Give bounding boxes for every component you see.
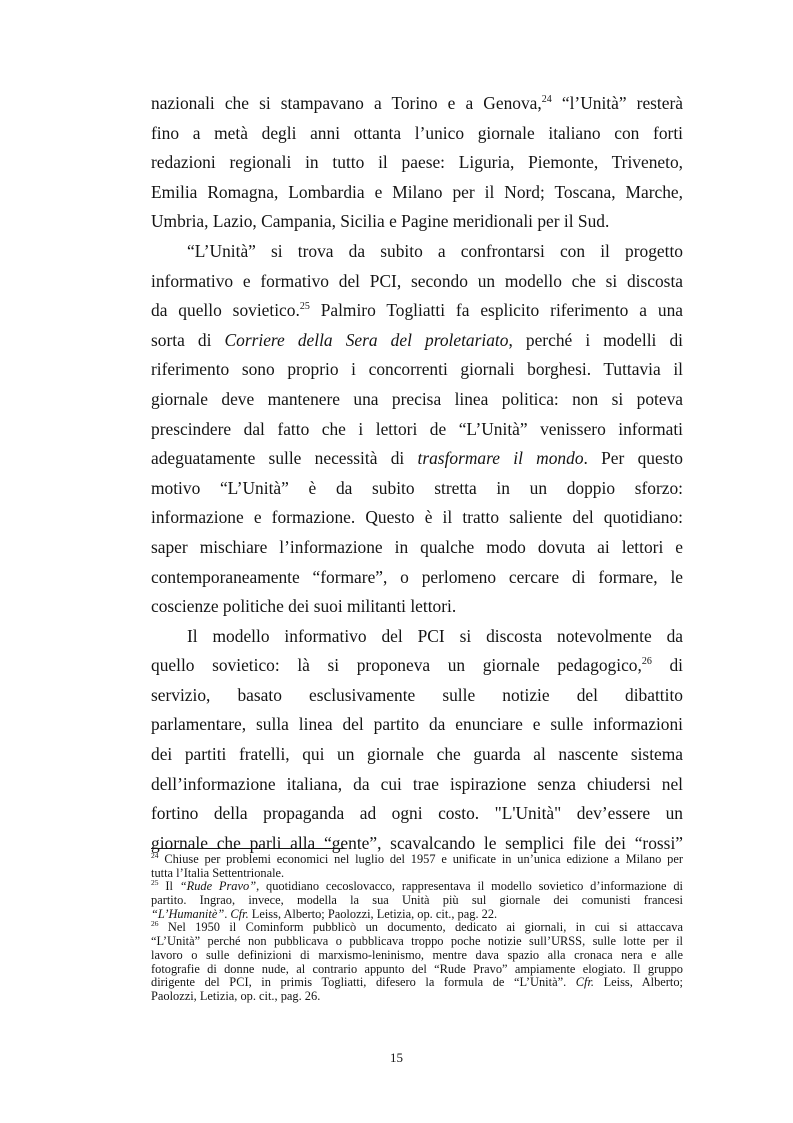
- footnote-ref-24[interactable]: 24: [541, 94, 552, 105]
- text-line: giornale che parli alla “gente”, scavalcando le semplici file dei “rossi”: [151, 832, 683, 853]
- text-line: fino a metà degli anni ottanta l’unico giornale italiano con forti: [151, 122, 683, 143]
- footnote-25: $^{25}$ Il “Rude Pravo”, quotidiano cecoslovacco, rappresentava il modello sovietico d’informazione di: [151, 878, 684, 894]
- footnote-separator: [151, 848, 344, 849]
- text-line: adeguatamente sulle necessità di trasformare il mondo. Per questo: [151, 448, 683, 469]
- text-line: dell’informazione italiana, da cui trae ispirazione senza chiudersi nel: [151, 773, 683, 794]
- footnote-line: partito. Ingrao, invece, modella la sua Unità più sul giornale dei comunisti francesi: [151, 893, 683, 908]
- footnotes: [151, 853, 683, 1004]
- page-number: 15: [390, 1050, 403, 1065]
- body-text: [151, 89, 683, 858]
- footnote-line: lavoro o sulle definizioni di marxismo-leninismo, mentre dava spazio alla cronaca nera e alle: [151, 947, 683, 962]
- text-line: nazionali che si stampavano a Torino e a Genova,$^{24}$ “l’Unità” resterà: [151, 93, 683, 113]
- text-line: Umbria, Lazio, Campania, Sicilia e Pagine meridionali per il Sud.: [151, 211, 610, 232]
- text-line: prescindere dal fatto che i lettori de “L’Unità” venissero informati: [151, 418, 683, 439]
- text-line: quello sovietico: là si proponeva un giornale pedagogico,$^{26}$ di: [151, 655, 684, 676]
- text-line: dei partiti fratelli, qui un giornale che guarda al nascente sistema: [151, 744, 683, 765]
- footnote-line: tutta l’Italia Settentrionale.: [151, 865, 285, 880]
- text-line: servizio, basato esclusivamente sulle notizie del dibattito: [151, 684, 683, 705]
- text-line: saper mischiare l’informazione in qualche modo dovuta ai lettori e: [151, 536, 683, 557]
- footnote-24: $^{24}$ Chiuse per problemi economici nel luglio del 1957 e unificate in un’unica edizione a Milano per: [151, 851, 683, 866]
- text-line: riferimento sono proprio i concorrenti giornali borghesi. Tuttavia il: [151, 359, 683, 380]
- footnote-ref-25[interactable]: 25: [299, 301, 310, 313]
- text-line: parlamentare, sulla linea del partito da enunciare e sulle informazioni: [151, 714, 683, 735]
- text-line: sorta di Corriere della Sera del proletariato, perché i modelli di: [151, 329, 684, 350]
- footnote-26: $^{26}$ Nel 1950 il Cominform pubblicò un documento, dedicato ai giornali, in cui si attaccava: [151, 919, 683, 935]
- text-line: informazione e formazione. Questo è il tratto saliente del quotidiano:: [151, 507, 683, 528]
- text-line: da quello sovietico.$^{25}$ Palmiro Togliatti fa esplicito riferimento a una: [151, 300, 683, 321]
- text-line: Emilia Romagna, Lombardia e Milano per il Nord; Toscana, Marche,: [151, 181, 683, 202]
- text-line: coscienze politiche dei suoi militanti lettori.: [151, 596, 457, 617]
- text-line: giornale deve mantenere una precisa linea politica: non si poteva: [151, 388, 683, 409]
- text-line: “L’Unità” si trova da subito a confrontarsi con il progetto: [187, 240, 683, 261]
- text-line: Il modello informativo del PCI si discosta notevolmente da: [187, 625, 683, 646]
- footnote-line: fotografie di donne nude, al contrario appunto del “Rude Pravo” ampiamente elogiato. Il gruppo: [151, 961, 683, 976]
- text-line: motivo “L’Unità” è da subito stretta in un doppio sforzo:: [151, 477, 683, 498]
- footnote-line: “L’Humanitè”. Cfr. Leiss, Alberto; Paolozzi, Letizia, op. cit., pag. 22.: [151, 906, 498, 921]
- text-line: redazioni regionali in tutto il paese: Liguria, Piemonte, Triveneto,: [151, 152, 683, 173]
- footnote-ref-26[interactable]: 26: [641, 656, 652, 668]
- italic-title: Corriere della Sera del proletariato: [224, 329, 509, 350]
- footnote-line: Paolozzi, Letizia, op. cit., pag. 26.: [151, 988, 321, 1003]
- footnote-line: dirigente del PCI, in primis Togliatti, difesero la formula de “L’Unità”. Cfr. Leiss, Alberto;: [151, 975, 683, 990]
- text-line: fortino della propaganda ad ogni costo. "L'Unità" dev’essere un: [151, 803, 683, 824]
- footnote-line: “L’Unità” perché non pubblicava o pubblicava troppo poche notizie sull’URSS, sulle lotte per il: [151, 934, 683, 949]
- text-line: informativo e formativo del PCI, secondo un modello che si discosta: [151, 270, 683, 291]
- text-line: contemporaneamente “formare”, o perlomeno cercare di formare, le: [151, 566, 683, 587]
- italic-phrase: trasformare il mondo: [417, 448, 584, 469]
